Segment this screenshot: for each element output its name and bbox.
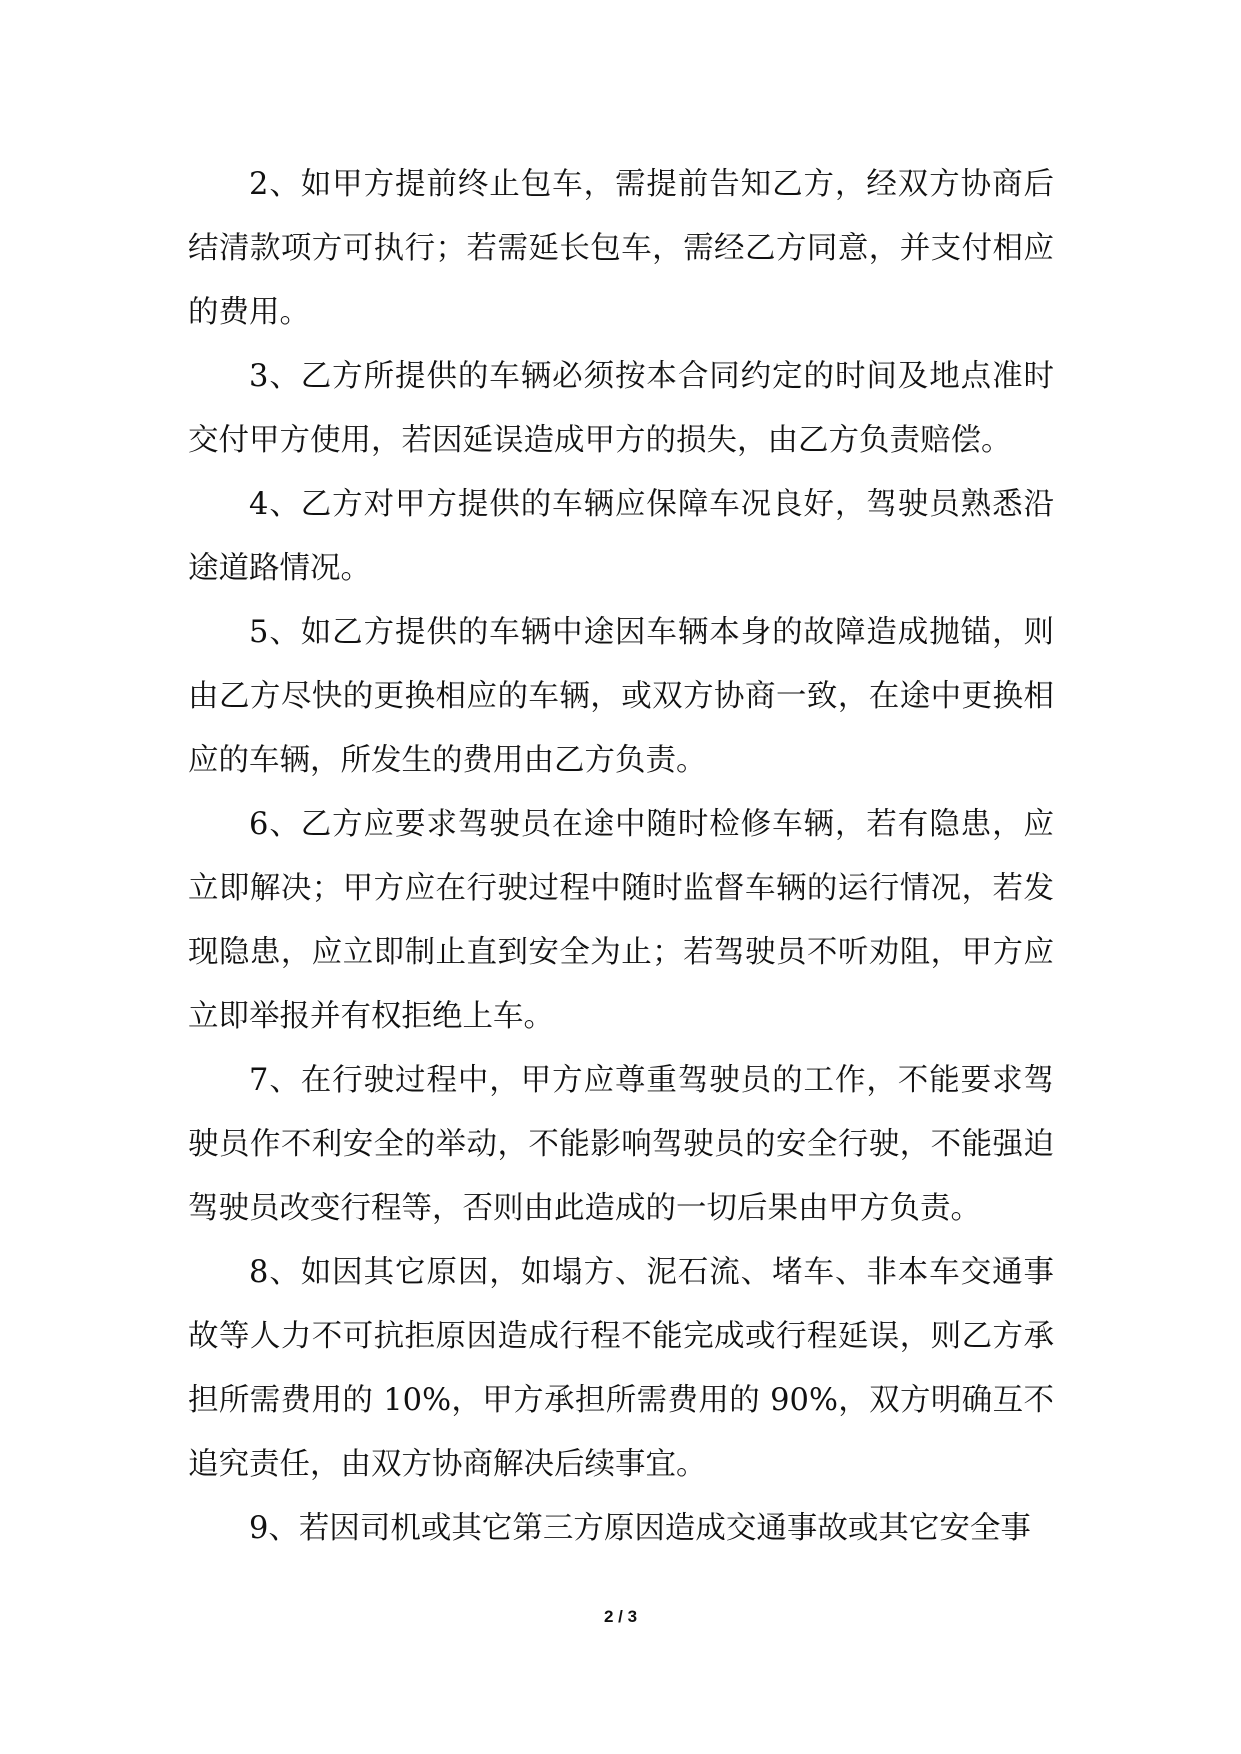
clause-6: 6、乙方应要求驾驶员在途中随时检修车辆，若有隐患，应立即解决；甲方应在行驶过程中随时监督车辆的运行情况，若发现隐患，应立即制止直到安全为止；若驾驶员不听劝阻，甲方应立即举报并有权拒绝上车。 bbox=[188, 807, 1054, 1034]
clause-7: 7、在行驶过程中，甲方应尊重驾驶员的工作，不能要求驾驶员作不利安全的举动，不能影响驾驶员的安全行驶，不能强迫驾驶员改变行程等，否则由此造成的一切后果由甲方负责。 bbox=[188, 1063, 1054, 1226]
clause-8: 8、如因其它原因，如塌方、泥石流、堵车、非本车交通事故等人力不可抗拒原因造成行程不能完成或行程延误，则乙方承担所需费用的 10%，甲方承担所需费用的 90%，双方明确互不追究责任，由双方协商解决后续事宜。 bbox=[188, 1255, 1054, 1482]
document-body bbox=[188, 153, 1054, 1561]
clause-3: 3、乙方所提供的车辆必须按本合同约定的时间及地点准时交付甲方使用，若因延误造成甲方的损失，由乙方负责赔偿。 bbox=[188, 359, 1054, 458]
clause-5: 5、如乙方提供的车辆中途因车辆本身的故障造成抛锚，则由乙方尽快的更换相应的车辆，或双方协商一致，在途中更换相应的车辆，所发生的费用由乙方负责。 bbox=[188, 615, 1054, 778]
clause-9: 9、若因司机或其它第三方原因造成交通事故或其它安全事 bbox=[249, 1511, 1031, 1546]
page-number: 2 / 3 bbox=[603, 1607, 638, 1626]
clause-2: 2、如甲方提前终止包车，需提前告知乙方，经双方协商后结清款项方可执行；若需延长包车，需经乙方同意，并支付相应的费用。 bbox=[188, 167, 1054, 330]
clause-4: 4、乙方对甲方提供的车辆应保障车况良好，驾驶员熟悉沿途道路情况。 bbox=[188, 487, 1054, 586]
